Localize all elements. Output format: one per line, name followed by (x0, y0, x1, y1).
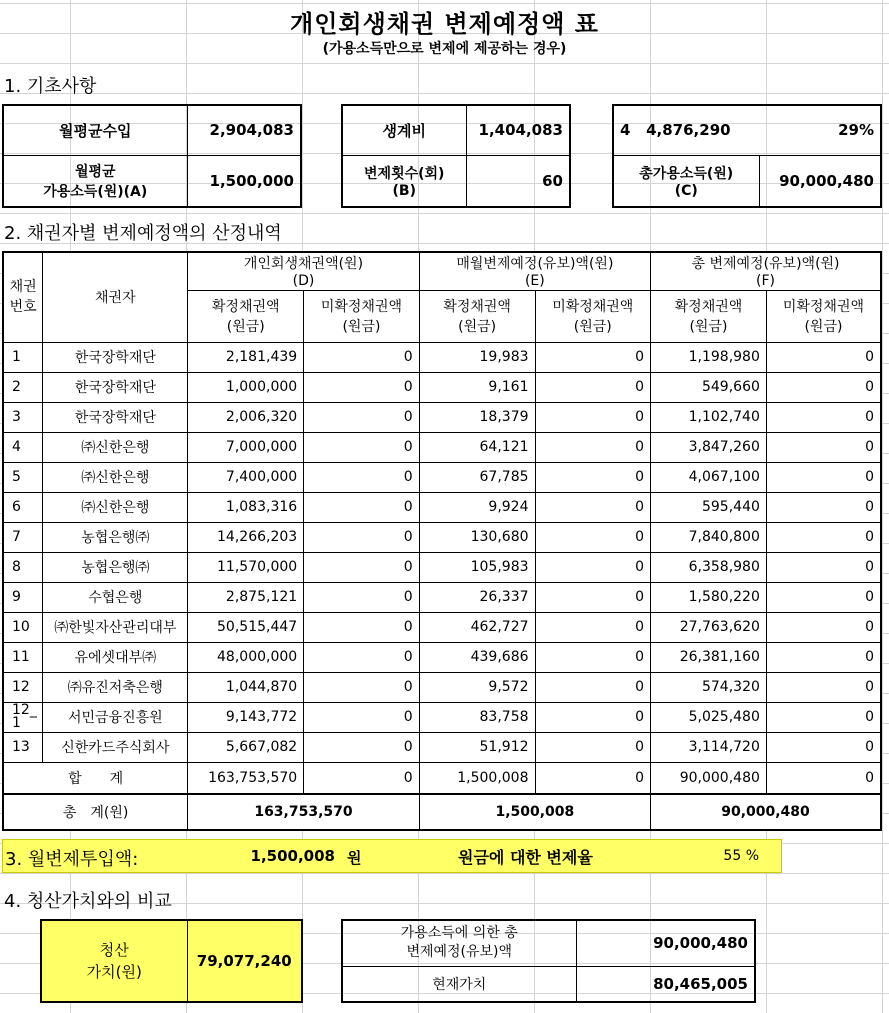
table-row (3, 612, 881, 642)
amount-cell[interactable]: 0 (766, 402, 881, 432)
table-row (3, 732, 881, 762)
amount-cell[interactable]: 0 (535, 372, 651, 402)
amount-cell[interactable]: 462,727 (419, 612, 535, 642)
monthly-income-label: 월평균수입 (3, 105, 187, 155)
row-number[interactable]: 1 (3, 342, 43, 372)
amount-cell[interactable]: 0 (766, 492, 881, 522)
amount-cell[interactable]: 27,763,620 (651, 612, 767, 642)
amount-cell[interactable]: 5,025,480 (651, 702, 767, 732)
amount-cell[interactable]: 0 (535, 612, 651, 642)
amount-cell[interactable]: 0 (766, 582, 881, 612)
section-4-heading: 4. 청산가치와의 비교 (4, 891, 172, 912)
amount-cell[interactable]: 7,400,000 (188, 462, 304, 492)
sum-cell[interactable]: 163,753,570 (188, 762, 304, 794)
amount-cell[interactable]: 14,266,203 (188, 522, 304, 552)
amount-cell[interactable]: 0 (304, 612, 420, 642)
amount-cell[interactable]: 2,875,121 (188, 582, 304, 612)
amount-cell[interactable]: 6,358,980 (651, 552, 767, 582)
amount-cell[interactable]: 0 (535, 522, 651, 552)
amount-cell[interactable]: 0 (304, 462, 420, 492)
amount-cell[interactable]: 0 (535, 552, 651, 582)
amount-cell[interactable]: 9,143,772 (188, 702, 304, 732)
amount-cell[interactable]: 0 (766, 702, 881, 732)
header-e: 매월변제예정(유보)액(원) (E) (419, 252, 650, 290)
amount-cell[interactable]: 50,515,447 (188, 612, 304, 642)
amount-cell[interactable]: 4,067,100 (651, 462, 767, 492)
creditor-name[interactable]: ㈜신한은행 (43, 462, 188, 492)
amount-cell[interactable]: 11,570,000 (188, 552, 304, 582)
amount-cell[interactable]: 0 (766, 732, 881, 762)
repay-ratio-label: 원금에 대한 변제율 (458, 848, 593, 867)
repay-times-label: 변제횟수(회) (B) (342, 155, 466, 207)
table-row (3, 582, 881, 612)
avail-income-value[interactable]: 1,500,000 (187, 155, 301, 207)
amount-cell[interactable]: 0 (304, 702, 420, 732)
amount-cell[interactable]: 0 (766, 552, 881, 582)
header-e-unfixed: 미확정채권액 (원금) (535, 290, 651, 342)
amount-cell[interactable]: 0 (535, 672, 651, 702)
sum-cell[interactable]: 0 (304, 762, 420, 794)
sum-cell[interactable]: 0 (766, 762, 881, 794)
total-avail-label: 총가용소득(원) (C) (613, 155, 759, 207)
amount-cell[interactable]: 1,102,740 (651, 402, 767, 432)
creditor-name[interactable]: 유에셋대부㈜ (43, 642, 188, 672)
section-1-heading: 1. 기초사항 (4, 76, 97, 97)
comparison-box (341, 919, 756, 1003)
sum-cell[interactable]: 1,500,008 (419, 762, 535, 794)
table-row (3, 642, 881, 672)
basics-living-box (341, 104, 571, 208)
amount-cell[interactable]: 0 (535, 432, 651, 462)
amount-cell[interactable]: 0 (304, 642, 420, 672)
amount-cell[interactable]: 0 (304, 342, 420, 372)
table-row (3, 492, 881, 522)
amount-cell[interactable]: 595,440 (651, 492, 767, 522)
amount-cell[interactable]: 2,006,320 (188, 402, 304, 432)
creditor-name[interactable]: ㈜신한은행 (43, 492, 188, 522)
creditor-name[interactable]: 서민금융진흥원 (43, 702, 188, 732)
creditor-name[interactable]: 한국장학재단 (43, 342, 188, 372)
amount-cell[interactable]: 439,686 (419, 642, 535, 672)
amount-cell[interactable]: 0 (535, 642, 651, 672)
row-number[interactable]: 5 (3, 462, 43, 492)
amount-cell[interactable]: 1,198,980 (651, 342, 767, 372)
creditor-name[interactable]: 신한카드주식회사 (43, 732, 188, 762)
amount-cell[interactable]: 19,983 (419, 342, 535, 372)
amount-cell[interactable]: 64,121 (419, 432, 535, 462)
row-number[interactable]: 6 (3, 492, 43, 522)
amount-cell[interactable]: 0 (304, 492, 420, 522)
creditor-name[interactable]: 수협은행 (43, 582, 188, 612)
liquidation-box (40, 919, 303, 1003)
amount-cell[interactable]: 0 (766, 612, 881, 642)
amount-cell[interactable]: 0 (304, 432, 420, 462)
amount-cell[interactable]: 0 (766, 462, 881, 492)
amount-cell[interactable]: 3,114,720 (651, 732, 767, 762)
liquidation-value[interactable]: 79,077,240 (187, 920, 302, 1002)
amount-cell[interactable]: 574,320 (651, 672, 767, 702)
table-row (3, 432, 881, 462)
amount-cell[interactable]: 0 (535, 702, 651, 732)
amount-cell[interactable]: 26,337 (419, 582, 535, 612)
misc-value: 4,876,290 (646, 121, 731, 140)
total-e[interactable]: 1,500,008 (419, 794, 650, 830)
amount-cell[interactable]: 26,381,160 (651, 642, 767, 672)
row-number[interactable]: 12_1 (3, 702, 43, 732)
creditor-name[interactable]: 한국장학재단 (43, 372, 188, 402)
table-row (3, 672, 881, 702)
amount-cell[interactable]: 7,840,800 (651, 522, 767, 552)
row-number[interactable]: 4 (3, 432, 43, 462)
monthly-income-value[interactable]: 2,904,083 (187, 105, 301, 155)
header-e-fixed: 확정채권액 (원금) (419, 290, 535, 342)
amount-cell[interactable]: 0 (766, 432, 881, 462)
amount-cell[interactable]: 2,181,439 (188, 342, 304, 372)
page-title: 개인회생채권 변제예정액 표 (290, 10, 599, 38)
row-number[interactable]: 12 (3, 672, 43, 702)
amount-cell[interactable]: 105,983 (419, 552, 535, 582)
row-number[interactable]: 11 (3, 642, 43, 672)
row-number[interactable]: 2 (3, 372, 43, 402)
amount-cell[interactable]: 1,000,000 (188, 372, 304, 402)
page-subtitle: (가용소득만으로 변제에 제공하는 경우) (322, 41, 567, 57)
living-value[interactable]: 1,404,083 (466, 105, 570, 155)
amount-cell[interactable]: 0 (766, 342, 881, 372)
table-row (3, 342, 881, 372)
amount-cell[interactable]: 0 (304, 582, 420, 612)
repay-times-value[interactable]: 60 (466, 155, 570, 207)
amount-cell[interactable]: 0 (304, 552, 420, 582)
header-d-fixed: 확정채권액 (원금) (188, 290, 304, 342)
misc-cell (613, 105, 759, 155)
amount-cell[interactable]: 549,660 (651, 372, 767, 402)
total-d[interactable]: 163,753,570 (188, 794, 419, 830)
amount-cell[interactable]: 0 (766, 522, 881, 552)
total-avail-value[interactable]: 90,000,480 (759, 155, 881, 207)
living-label: 생계비 (342, 105, 466, 155)
creditor-name[interactable]: 농협은행㈜ (43, 522, 188, 552)
amount-cell[interactable]: 0 (535, 732, 651, 762)
amount-cell[interactable]: 0 (304, 522, 420, 552)
sum-cell[interactable]: 90,000,480 (651, 762, 767, 794)
total-label: 총 계(원) (3, 794, 188, 830)
total-plan-label: 가용소득에 의한 총 변제예정(유보)액 (342, 920, 576, 966)
header-d: 개인회생채권액(원) (D) (188, 252, 419, 290)
amount-cell[interactable]: 0 (304, 732, 420, 762)
present-value[interactable]: 80,465,005 (576, 966, 755, 1002)
present-value-label: 현재가치 (342, 966, 576, 1002)
table-row (3, 372, 881, 402)
row-number[interactable]: 7 (3, 522, 43, 552)
amount-cell[interactable]: 0 (535, 402, 651, 432)
table-row (3, 462, 881, 492)
amount-cell[interactable]: 9,572 (419, 672, 535, 702)
table-row (3, 702, 881, 732)
amount-cell[interactable]: 0 (766, 372, 881, 402)
amount-cell[interactable]: 9,924 (419, 492, 535, 522)
liquidation-label: 청산 가치(원) (41, 920, 187, 1002)
amount-cell[interactable]: 0 (535, 462, 651, 492)
monthly-payment-unit: 원 (347, 849, 362, 867)
header-no: 채권 번호 (3, 252, 43, 342)
avail-income-label: 월평균 가용소득(원)(A) (3, 155, 187, 207)
amount-cell[interactable]: 5,667,082 (188, 732, 304, 762)
row-number[interactable]: 8 (3, 552, 43, 582)
header-d-unfixed: 미확정채권액 (원금) (304, 290, 420, 342)
amount-cell[interactable]: 0 (535, 342, 651, 372)
total-f[interactable]: 90,000,480 (651, 794, 881, 830)
creditor-name[interactable]: ㈜신한은행 (43, 432, 188, 462)
amount-cell[interactable]: 0 (535, 492, 651, 522)
amount-cell[interactable]: 1,083,316 (188, 492, 304, 522)
amount-cell[interactable]: 0 (304, 372, 420, 402)
creditor-name[interactable]: 한국장학재단 (43, 402, 188, 432)
amount-cell[interactable]: 48,000,000 (188, 642, 304, 672)
table-row (3, 552, 881, 582)
amount-cell[interactable]: 1,044,870 (188, 672, 304, 702)
table-row (3, 522, 881, 552)
row-number[interactable]: 13 (3, 732, 43, 762)
table-row (3, 402, 881, 432)
sum-cell[interactable]: 0 (535, 762, 651, 794)
amount-cell[interactable]: 1,580,220 (651, 582, 767, 612)
amount-cell[interactable]: 18,379 (419, 402, 535, 432)
creditor-name[interactable]: 농협은행㈜ (43, 552, 188, 582)
amount-cell[interactable]: 0 (766, 642, 881, 672)
row-number[interactable]: 9 (3, 582, 43, 612)
amount-cell[interactable]: 7,000,000 (188, 432, 304, 462)
row-number[interactable]: 10 (3, 612, 43, 642)
amount-cell[interactable]: 3,847,260 (651, 432, 767, 462)
total-plan-value[interactable]: 90,000,480 (576, 920, 755, 966)
header-f-unfixed: 미확정채권액 (원금) (766, 290, 881, 342)
amount-cell[interactable]: 51,912 (419, 732, 535, 762)
repay-ratio-value[interactable]: 55 % (723, 848, 759, 864)
misc-number: 4 (620, 121, 631, 140)
misc-percent[interactable]: 29% (759, 105, 881, 155)
section-3-heading: 3. 월변제투입액: (5, 849, 139, 870)
creditor-name[interactable]: ㈜한빛자산관리대부 (43, 612, 188, 642)
amount-cell[interactable]: 83,758 (419, 702, 535, 732)
monthly-payment-bar (2, 839, 782, 873)
row-number[interactable]: 3 (3, 402, 43, 432)
amount-cell[interactable]: 0 (535, 582, 651, 612)
basics-income-box (2, 104, 302, 208)
section-2-heading: 2. 채권자별 변제예정액의 산정내역 (4, 223, 282, 244)
amount-cell[interactable]: 0 (304, 402, 420, 432)
basics-total-box (612, 104, 882, 208)
amount-cell[interactable]: 9,161 (419, 372, 535, 402)
amount-cell[interactable]: 0 (304, 672, 420, 702)
header-f-fixed: 확정채권액 (원금) (651, 290, 767, 342)
sum-label: 합 계 (3, 762, 188, 794)
amount-cell[interactable]: 130,680 (419, 522, 535, 552)
amount-cell[interactable]: 67,785 (419, 462, 535, 492)
monthly-payment-value[interactable]: 1,500,008 (250, 847, 335, 865)
amount-cell[interactable]: 0 (766, 672, 881, 702)
creditor-name[interactable]: ㈜유진저축은행 (43, 672, 188, 702)
creditor-table (2, 251, 882, 831)
header-creditor: 채권자 (43, 252, 188, 342)
header-f: 총 변제예정(유보)액(원) (F) (651, 252, 881, 290)
